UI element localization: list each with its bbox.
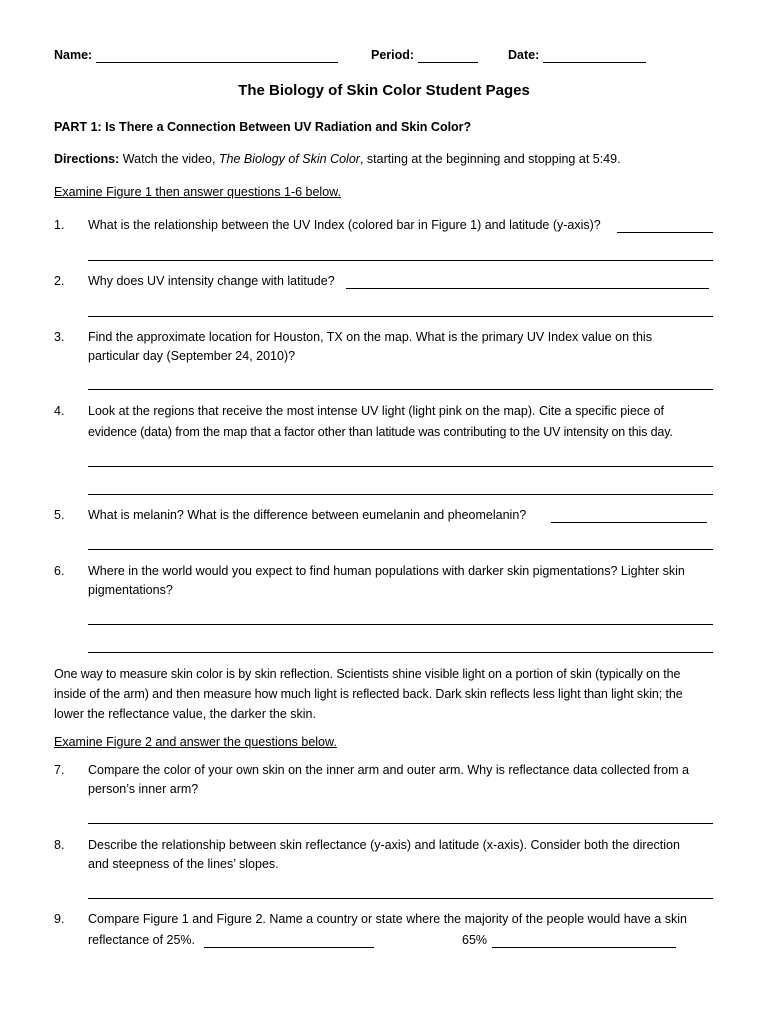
q2-answer-line[interactable] [88, 316, 713, 317]
reflection-paragraph-line2: inside of the arm) and then measure how much light is reflected back. Dark skin reflects less light than light skin; the [54, 687, 683, 701]
period-label: Period: [371, 48, 415, 62]
q6-answer-line-2[interactable] [88, 652, 713, 653]
video-title: The Biology of Skin Color [218, 152, 360, 166]
name-label: Name: [54, 48, 93, 62]
q9-answer-65-field[interactable] [492, 947, 676, 948]
q1-text: What is the relationship between the UV Index (colored bar in Figure 1) and latitude (y-axis)? [88, 218, 601, 232]
directions-label: Directions: [54, 152, 120, 166]
q5-answer-line-inline[interactable] [551, 522, 707, 523]
q3-text-line1: Find the approximate location for Houston, TX on the map. What is the primary UV Index value on this [88, 330, 652, 344]
q7-text-line2: person’s inner arm? [88, 782, 199, 796]
q1-number: 1. [54, 218, 65, 232]
page-title: The Biology of Skin Color Student Pages [238, 82, 530, 99]
q5-text: What is melanin? What is the difference between eumelanin and pheomelanin? [88, 508, 527, 522]
q2-answer-line-inline[interactable] [346, 288, 709, 289]
q1-answer-line-inline[interactable] [617, 232, 713, 233]
q6-answer-line-1[interactable] [88, 624, 713, 625]
q4-text-line1: Look at the regions that receive the most intense UV light (light pink on the map). Cite a specific piece of [88, 404, 665, 418]
q5-answer-line[interactable] [88, 549, 713, 550]
name-field[interactable] [96, 62, 338, 63]
directions-text-before: Watch the video, [122, 152, 216, 166]
q7-answer-line[interactable] [88, 823, 713, 824]
q1-answer-line[interactable] [88, 260, 713, 261]
q9-text-line1: Compare Figure 1 and Figure 2. Name a country or state where the majority of the people would have a skin [88, 912, 687, 926]
q5-number: 5. [54, 508, 65, 522]
q9-reflectance-25-label: reflectance of 25%. [88, 933, 196, 947]
q3-number: 3. [54, 330, 65, 344]
q7-text-line1: Compare the color of your own skin on the inner arm and outer arm. Why is reflectance data collected from a [88, 763, 689, 777]
part1-heading: PART 1: Is There a Connection Between UV Radiation and Skin Color? [54, 120, 472, 134]
q8-answer-line[interactable] [88, 898, 713, 899]
q4-answer-line-1[interactable] [88, 466, 713, 467]
q3-answer-line[interactable] [88, 389, 713, 390]
q6-text-line2: pigmentations? [88, 583, 173, 597]
q2-number: 2. [54, 274, 65, 288]
directions [54, 152, 621, 166]
period-field[interactable] [418, 62, 478, 63]
date-label: Date: [508, 48, 540, 62]
reflection-paragraph-line3: lower the reflectance value, the darker the skin. [54, 707, 316, 721]
q8-number: 8. [54, 838, 65, 852]
q9-reflectance-65-label: 65% [462, 933, 488, 947]
q8-text-line1: Describe the relationship between skin reflectance (y-axis) and latitude (x-axis). Consider both the direction [88, 838, 680, 852]
q2-text: Why does UV intensity change with latitude? [88, 274, 335, 288]
q8-text-line2: and steepness of the lines’ slopes. [88, 857, 279, 871]
q4-text-line2: evidence (data) from the map that a factor other than latitude was contributing to the UV intensity on this day. [88, 425, 673, 439]
q9-number: 9. [54, 912, 65, 926]
q4-answer-line-2[interactable] [88, 494, 713, 495]
directions-text-after: , starting at the beginning and stopping at 5:49. [359, 152, 621, 166]
q3-text-line2: particular day (September 24, 2010)? [88, 349, 296, 363]
q7-number: 7. [54, 763, 65, 777]
q6-text-line1: Where in the world would you expect to find human populations with darker skin pigmentations? Lighter skin [88, 564, 685, 578]
date-field[interactable] [543, 62, 646, 63]
reflection-paragraph-line1: One way to measure skin color is by skin reflection. Scientists shine visible light on a portion of skin (typically on the [54, 667, 681, 681]
q9-answer-25-field[interactable] [204, 947, 374, 948]
examine-figure1-instruction: Examine Figure 1 then answer questions 1-6 below. [54, 185, 341, 199]
q4-number: 4. [54, 404, 65, 418]
examine-figure2-instruction: Examine Figure 2 and answer the questions below. [54, 735, 337, 749]
q6-number: 6. [54, 564, 65, 578]
